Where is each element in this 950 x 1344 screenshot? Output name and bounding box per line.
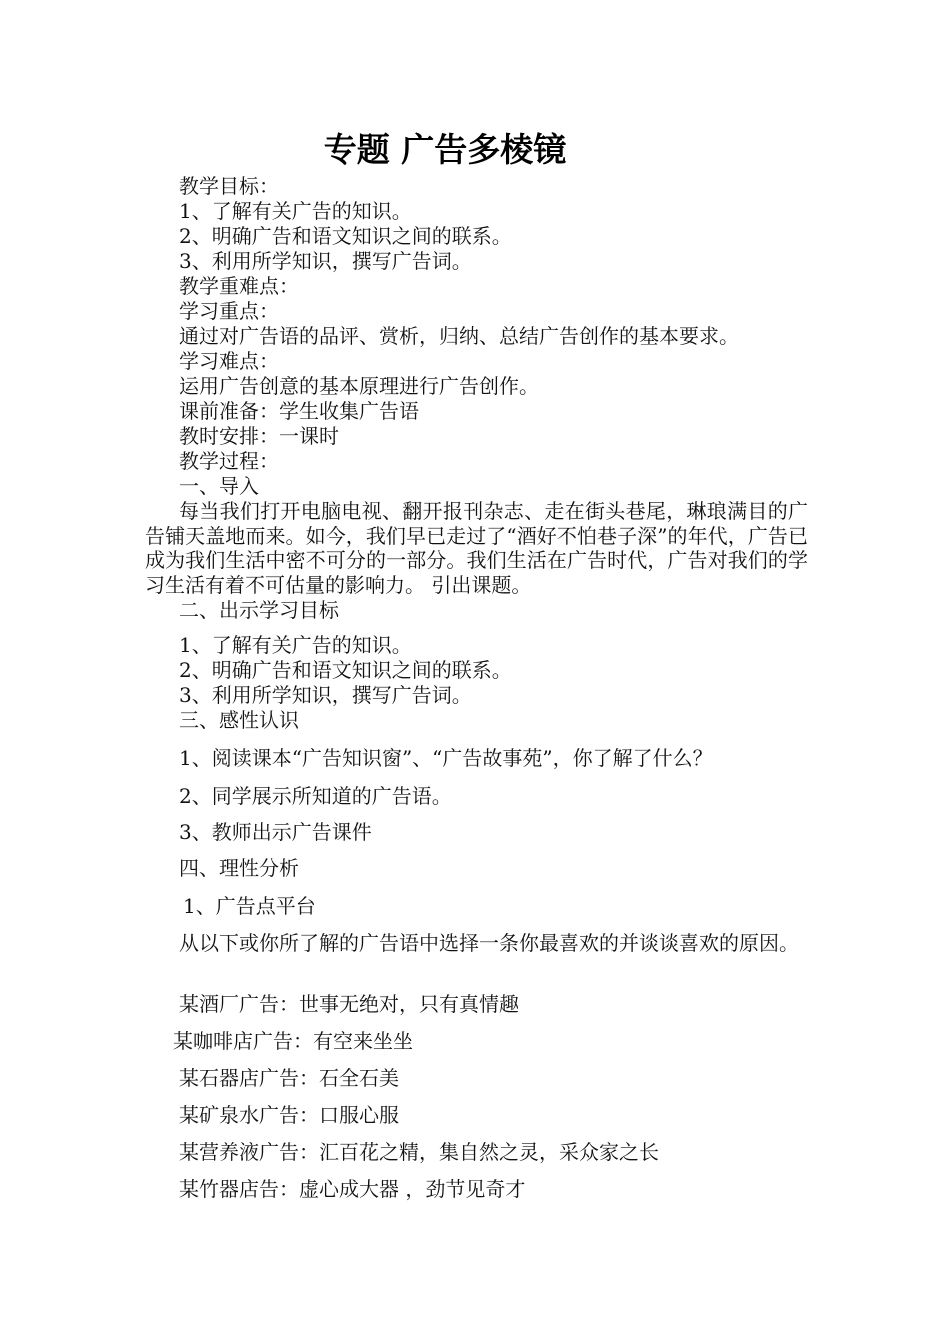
- key-points-text: 通过对广告语的品评、赏析，归纳、总结广告创作的基本要求。: [179, 324, 739, 348]
- objectives-heading: 教学目标：: [179, 174, 279, 198]
- key-points-heading: 学习重点：: [179, 299, 279, 323]
- section1-heading: 一、导入: [179, 474, 259, 498]
- preparation-text: 课前准备：学生收集广告语: [179, 399, 419, 423]
- section3-item: 1、阅读课本“广告知识窗”、“广告故事苑”，你了解了什么？: [179, 746, 713, 770]
- section2-item: 1、了解有关广告的知识。: [179, 633, 412, 657]
- section4-heading: 四、理性分析: [179, 856, 299, 880]
- section3-item: 2、同学展示所知道的广告语。: [179, 784, 452, 808]
- key-difficulty-heading: 教学重难点：: [179, 274, 299, 298]
- objective-item: 1、了解有关广告的知识。: [179, 199, 412, 223]
- section3-item: 3、教师出示广告课件: [179, 820, 372, 844]
- ad-example: 某咖啡店广告：有空来坐坐: [173, 1029, 413, 1053]
- ad-example: 某营养液广告：汇百花之精，集自然之灵，采众家之长: [179, 1140, 659, 1164]
- choose-paragraph: 从以下或你所了解的广告语中选择一条你最喜欢的并谈谈喜欢的原因。: [179, 931, 799, 955]
- section3-heading: 三、感性认识: [179, 708, 299, 732]
- schedule-text: 教时安排：一课时: [179, 424, 339, 448]
- section2-item: 3、利用所学知识，撰写广告词。: [179, 683, 472, 707]
- ad-example: 某竹器店告：虚心成大器 ，劲节见奇才: [179, 1177, 526, 1201]
- page-title: 专题 广告多棱镜: [323, 130, 567, 169]
- section4-subheading: 1、广告点平台: [183, 894, 316, 918]
- ad-example: 某石器店广告：石全石美: [179, 1066, 399, 1090]
- objective-item: 3、利用所学知识，撰写广告词。: [179, 249, 472, 273]
- ad-example: 某酒厂广告：世事无绝对，只有真情趣: [179, 992, 519, 1016]
- intro-paragraph: 每当我们打开电脑电视、翻开报刊杂志、走在街头巷尾，琳琅满目的广告铺天盖地而来。如今，我们早已走过了“酒好不怕巷子深”的年代，广告已成为我们生活中密不可分的一部分。我们生活在广告时代，广告对我们的学习生活有着不可估量的影响力。 引出课题。: [145, 499, 808, 597]
- section2-item: 2、明确广告和语文知识之间的联系。: [179, 658, 512, 682]
- section2-heading: 二、出示学习目标: [179, 598, 339, 622]
- process-heading: 教学过程：: [179, 449, 279, 473]
- objective-item: 2、明确广告和语文知识之间的联系。: [179, 224, 512, 248]
- ad-example: 某矿泉水广告：口服心服: [179, 1103, 399, 1127]
- difficulty-heading: 学习难点：: [179, 349, 279, 373]
- difficulty-text: 运用广告创意的基本原理进行广告创作。: [179, 374, 539, 398]
